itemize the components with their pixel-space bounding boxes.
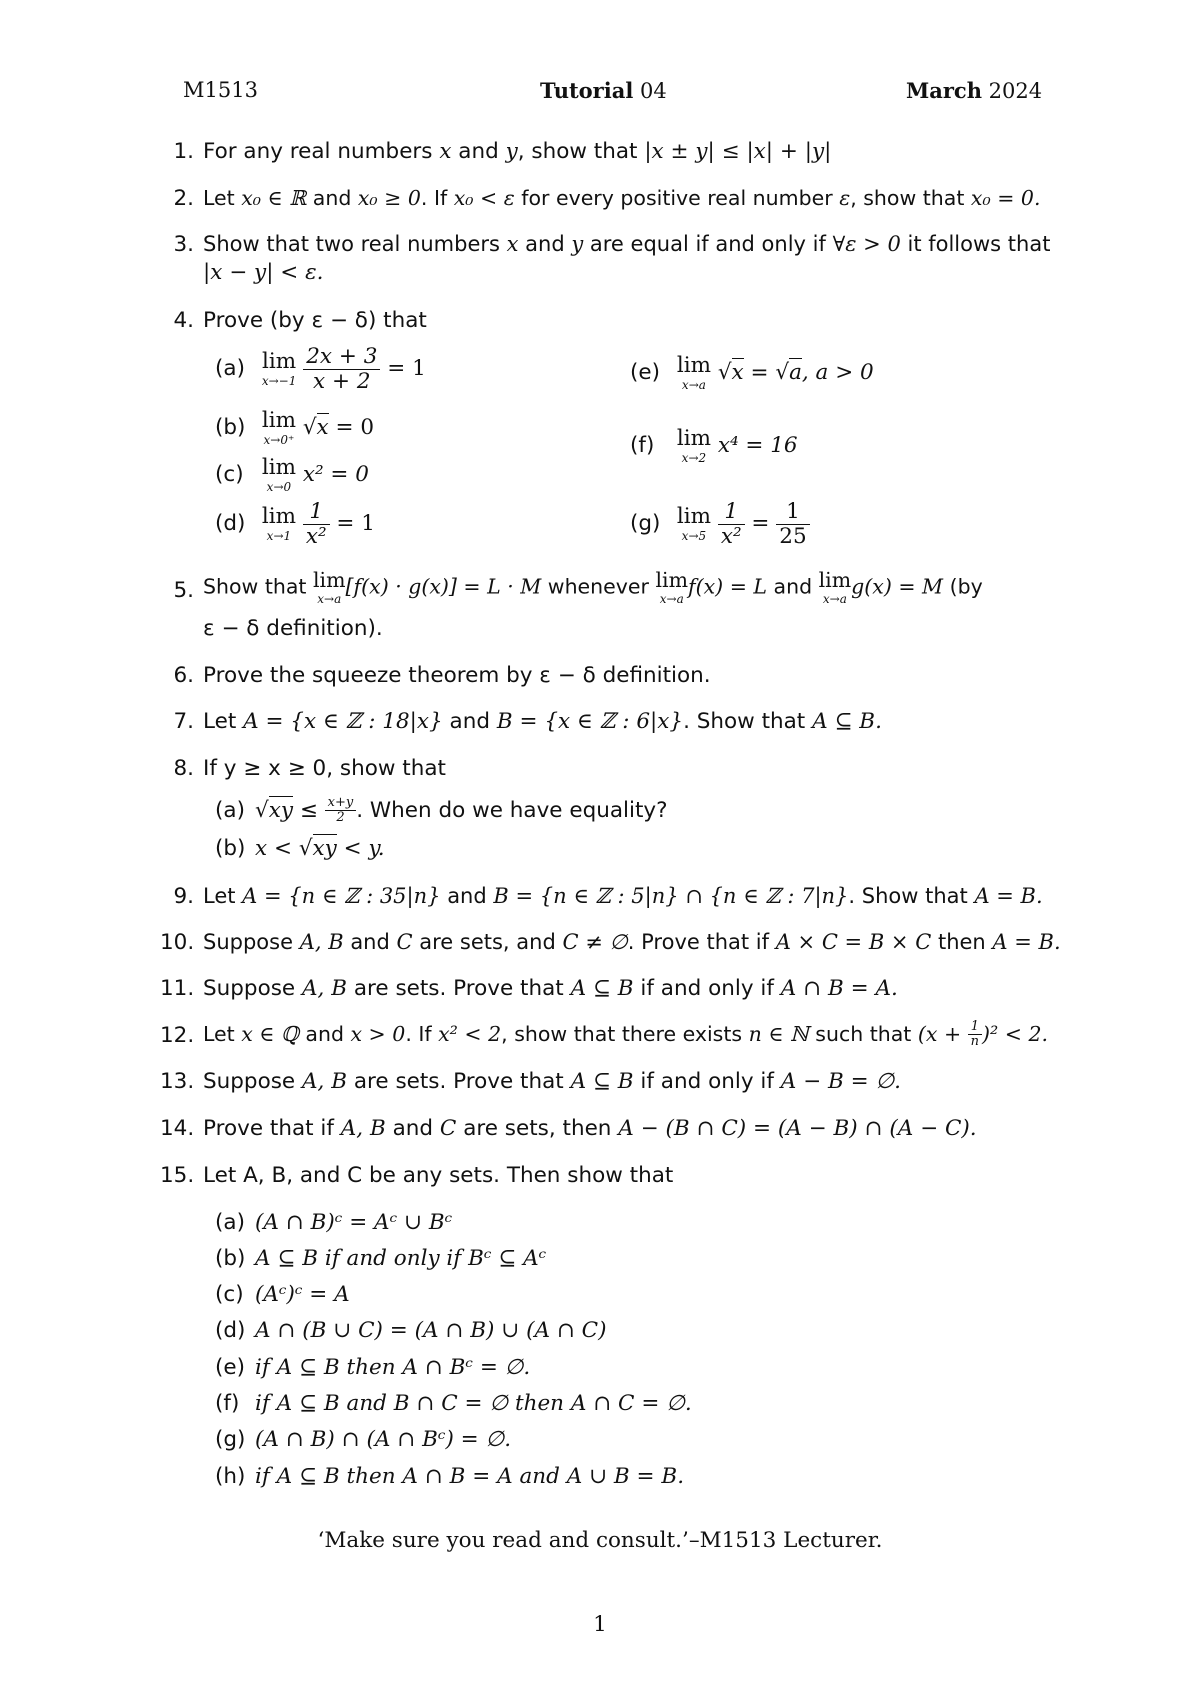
date: March 2024 [906,78,1043,103]
question-5-line-2: ε − δ definition). [203,616,383,641]
q15-item-h: (h) if A ⊆ B then A ∩ B = A and A ∪ B = B. [215,1464,685,1489]
question-number: 11. [160,976,195,1001]
q15-item-g: (g) (A ∩ B) ∩ (A ∩ Bᶜ) = ∅. [215,1427,512,1452]
question-13: Suppose A, B are sets. Prove that A ⊆ B if and only if A − B = ∅. [203,1069,902,1094]
question-number: 2. [173,186,194,211]
question-5: Show that lim x→a [f(x) · g(x)] = L · M whenever lim x→a f(x) = L and lim x→a g(x) = M (by [203,568,983,606]
question-10: Suppose A, B and C are sets, and C ≠ ∅. Prove that if A × C = B × C then A = B. [203,930,1061,954]
q15-item-d: (d) A ∩ (B ∪ C) = (A ∩ B) ∪ (A ∩ C) [215,1318,607,1343]
question-number: 12. [160,1023,195,1048]
q8-item-b: (b) x < √xy < y. [215,836,385,861]
question-7: Let A = {x ∈ ℤ : 18|x} and B = {x ∈ ℤ : 6|x}. Show that A ⊆ B. [203,709,882,734]
question-number: 13. [160,1069,195,1094]
question-14: Prove that if A, B and C are sets, then A − (B ∩ C) = (A − B) ∩ (A − C). [203,1116,977,1141]
q15-item-e: (e) if A ⊆ B then A ∩ Bᶜ = ∅. [215,1355,531,1380]
question-8: If y ≥ x ≥ 0, show that [203,756,446,781]
question-number: 6. [173,663,194,688]
question-4: Prove (by ε − δ) that [203,308,427,333]
question-3-line-2: |x − y| < ε. [203,260,324,285]
question-number: 10. [160,930,195,955]
question-number: 1. [173,139,194,164]
question-11: Suppose A, B are sets. Prove that A ⊆ B if and only if A ∩ B = A. [203,976,898,1001]
q8-item-a: (a) √xy ≤ $\frac{x+y}{2}$ . When do we have equality? [215,795,668,826]
q15-item-a: (a) (A ∩ B)ᶜ = Aᶜ ∪ Bᶜ [215,1210,453,1235]
question-15: Let A, B, and C be any sets. Then show that [203,1163,674,1188]
tutorial-title: Tutorial 04 [540,78,667,103]
question-number: 15. [160,1163,195,1188]
question-1: For any real numbers x and y, show that |x ± y| ≤ |x| + |y| [203,139,832,164]
question-number: 14. [160,1116,195,1141]
question-number: 3. [173,232,194,257]
q4-item-d: (d) lim x→1 $\frac{1}{\text{x²}}$ = 1 [215,499,375,549]
question-6: Prove the squeeze theorem by ε − δ definition. [203,663,711,688]
q4-item-b: (b) lim x→0⁺ √x = 0 [215,408,375,447]
question-number: 9. [173,884,194,909]
lecturer-quote: ‘Make sure you read and consult.’–M1513 Lecturer. [317,1528,883,1553]
question-number: 8. [173,756,194,781]
course-code: M1513 [183,78,258,102]
q15-item-c: (c) (Aᶜ)ᶜ = A [215,1282,350,1307]
q4-item-e: (e) lim x→a √x = √a, a > 0 [630,353,874,392]
q4-item-a: (a) lim x→−1 $\frac{2x + 3}{x + 2}$ = 1 [215,344,426,394]
question-number: 4. [173,308,194,333]
q4-item-g: (g) lim x→5 $\frac{1}{\text{x²}}$ = $\frac{1}{25}$ [630,500,810,548]
q4-item-f: (f) lim x→2 x⁴ = 16 [630,426,798,465]
page-number: 1 [593,1612,607,1637]
question-12: Let x ∈ ℚ and x > 0. If x² < 2, show that there exists n ∈ ℕ such that (x + $\frac{1}{n}$ )² < 2. [203,1019,1049,1050]
q15-item-f: (f) if A ⊆ B and B ∩ C = ∅ then A ∩ C = ∅. [215,1391,692,1416]
q15-item-b: (b) A ⊆ B if and only if Bᶜ ⊆ Aᶜ [215,1246,547,1271]
question-2: Let x₀ ∈ ℝ and x₀ ≥ 0. If x₀ < ε for every positive real number ε, show that x₀ = 0. [203,186,1041,210]
q4-item-c: (c) lim x→0 x² = 0 [215,455,369,494]
question-3: Show that two real numbers x and y are equal if and only if ∀ε > 0 it follows that [203,232,1051,256]
question-number: 5. [173,578,194,603]
question-9: Let A = {n ∈ ℤ : 35|n} and B = {n ∈ ℤ : 5|n} ∩ {n ∈ ℤ : 7|n}. Show that A = B. [203,884,1043,908]
question-number: 7. [173,709,194,734]
